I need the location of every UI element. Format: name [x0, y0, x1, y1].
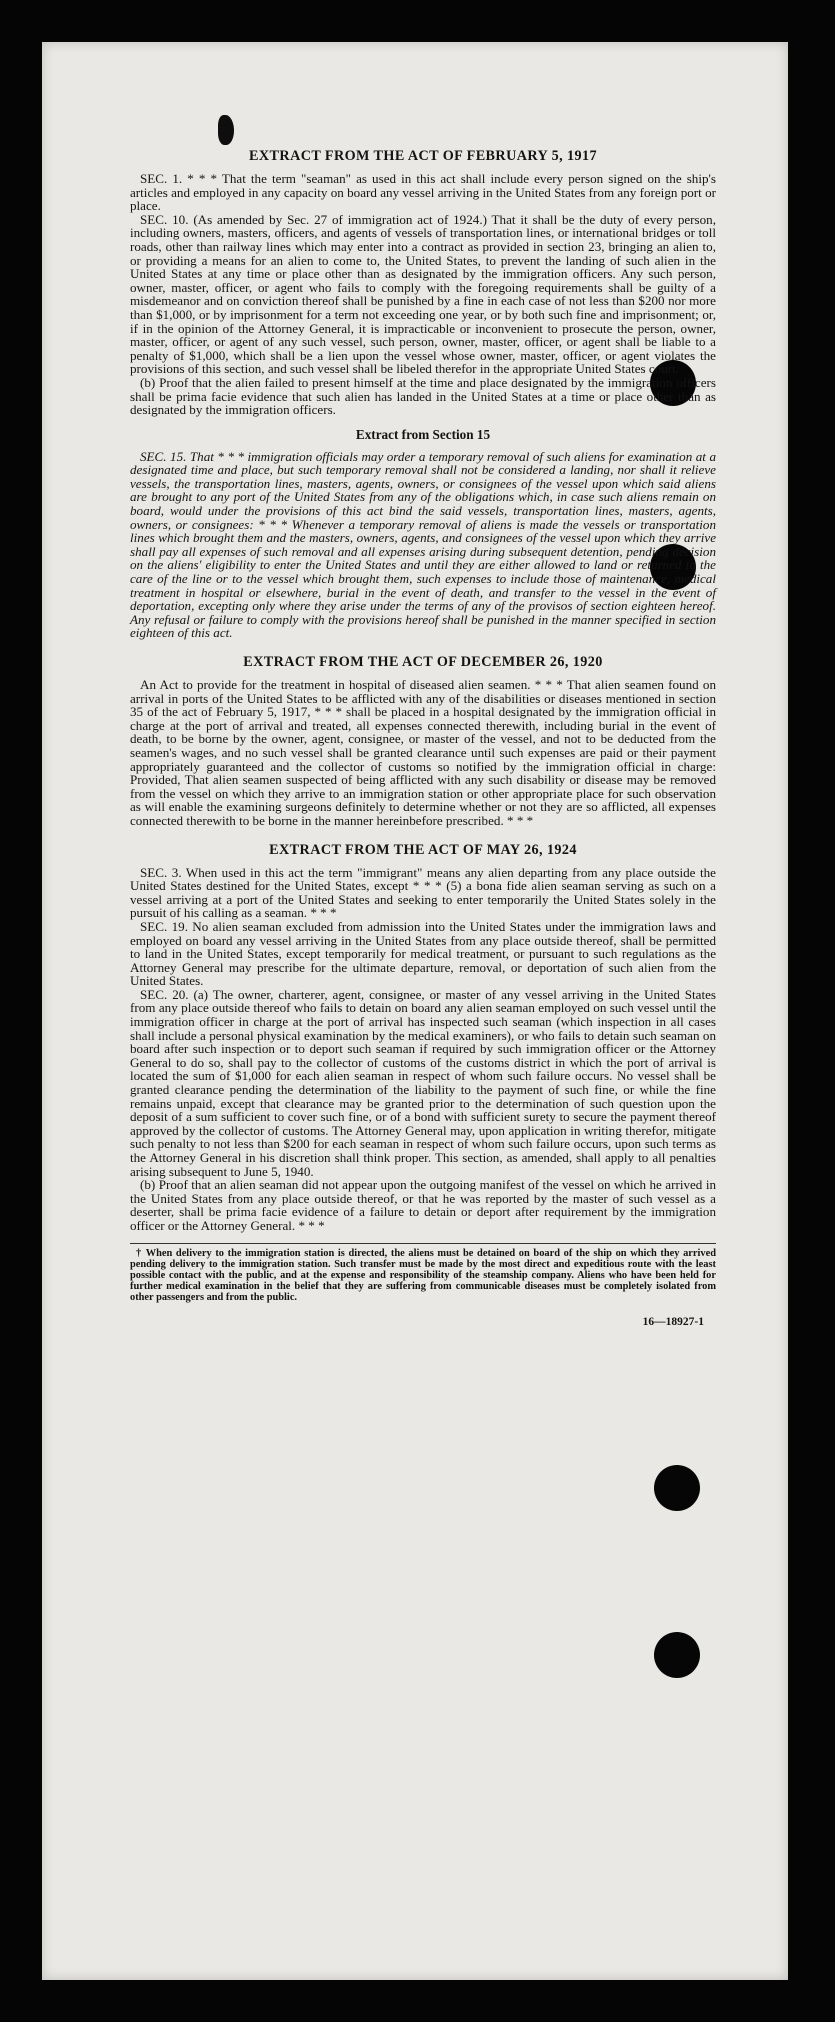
ink-blot [218, 115, 234, 145]
document-page [42, 42, 788, 1980]
section-3-paragraph: SEC. 3. When used in this act the term "immigrant" means any alien departing from any place outside the United States destined for the United States, except * * * (5) a bona fide alien seaman serving as such on a vessel arriving at a port of the United States and seeking to enter temporarily the United States solely in the pursuit of his calling as a seaman. * * * [130, 864, 716, 921]
heading-act-dec-1920: EXTRACT FROM THE ACT OF DECEMBER 26, 1920 [243, 654, 603, 670]
section-1-paragraph: SEC. 1. * * * That the term "seaman" as used in this act shall include every person signed on the ship's articles and employed in any capacity on board any vessel arriving in the United States from any foreign port or place. [130, 171, 716, 214]
heading-act-feb-1917: EXTRACT FROM THE ACT OF FEBRUARY 5, 1917 [249, 148, 597, 164]
section-10b-paragraph: (b) Proof that the alien failed to present himself at the time and place designated by the immigration officers shall be prima facie evidence that such alien has landed in the United States at a time or place other than as designated by the immigration officers. [130, 374, 716, 418]
section-20-paragraph: SEC. 20. (a) The owner, charterer, agent, consignee, or master of any vessel arriving in the United States from any place outside thereof who fails to detain on board any alien seaman employed on such vessel until the immigration officer in charge at the port of arrival has inspected such seaman (which inspection in all cases shall include a personal physical examination by the medical examiners), or who fails to detain such seaman on board after such inspection or to deport such seaman if required by such immigration officer or the Attorney General to do so, shall pay to the collector of customs of the customs district in which the port of arrival is located the sum of $1,000 for each alien seaman in respect of whom such failure occurs. No vessel shall be granted clearance pending the determination of the liability to the payment of such fine, or while the fine remains unpaid, except that clearance may be granted prior to the determination of such question upon the deposit of a sum sufficient to cover such fine, or of a bond with sufficient surety to secure the payment thereof approved by the collector of customs. The Attorney General may, upon application in writing therefor, mitigate such penalty to not less than $200 for each seaman in respect of whom such failure occurs, upon such terms as the Attorney General in his discretion shall think proper. This section, as amended, shall apply to all penalties arising subsequent to June 5, 1940. [130, 986, 716, 1179]
heading-act-may-1924: EXTRACT FROM THE ACT OF MAY 26, 1924 [269, 841, 577, 858]
heading-extract-section-15: Extract from Section 15 [355, 426, 491, 442]
document-text [130, 148, 716, 1328]
section-20b-paragraph: (b) Proof that an alien seaman did not appear upon the outgoing manifest of the vessel on which he arrived in the United States from any place outside thereof, or that he was reported by the master of such vessel as a deserter, shall be prima facie evidence of a failure to detain or deport after requirement by the immigration officer or the Attorney General. * * * [130, 1177, 716, 1233]
section-19-paragraph: SEC. 19. No alien seaman excluded from admission into the United States under the immigration laws and employed on board any vessel arriving in the United States from any place outside thereof, shall be permitted to land in the United States, except temporarily for medical treatment, or pursuant to such regulations as the Attorney General may prescribe for the ultimate departure, removal, or deportation of such alien from the United States. [130, 918, 716, 989]
act-1920-paragraph: An Act to provide for the treatment in hospital of diseased alien seamen. * * * That alien seamen found on arrival in ports of the United States to be afflicted with any of the disabilities or diseases mentioned in section 35 of the act of February 5, 1917, * * * shall be placed in a hospital designated by the immigration official in charge at the port of arrival and treated, all expenses connected therewith, including burial in the event of death, to be borne by the owner, agent, consignee, or master of the vessel, and not to be deducted from the seamen's wages, and no such vessel shall be granted clearance until such expenses are paid or their payment appropriately guaranteed and the collector of customs so notified by the immigration official in charge: Provided, That alien seamen suspected of being afflicted with any such disability or disease may be removed from the vessel on which they arrive to an immigration station or other appropriate place for such observation as will enable the examining surgeons definitely to determine whether or not they are so afflicted, all expenses connected therewith to be borne in the manner hereinbefore prescribed. * * * [130, 677, 716, 828]
footnote-divider [130, 1243, 716, 1244]
section-15-paragraph: SEC. 15. That * * * immigration officials may order a temporary removal of such aliens for examination at a designated time and place, but such temporary removal shall not be considered a landing, nor shall it relieve vessels, the transportation lines, masters, agents, owners, or consignees of the vessel upon which said aliens are brought to any port of the United States from any of the obligations which, in case such aliens remain on board, would under the provisions of this act bind the said vessels, transportation lines, masters, agents, owners, or consignees: * * * Whenever a temporary removal of aliens is made the vessels or transportation lines which brought them and the masters, owners, agents, and consignees of the vessel upon which they arrive shall pay all expenses of such removal and all expenses arising during subsequent detention, pending decision on the aliens' eligibility to enter the United States and until they are either allowed to land or returned to the care of the line or to the vessel which brought them, such expenses to include those of maintenance, medical treatment in hospital or elsewhere, burial in the event of death, and transfer to the vessel in the event of deportation, excepting only where they arise under the terms of any of the provisos of section eighteen hereof. Any refusal or failure to comply with the provisions hereof shall be punished in the manner specified in section eighteen of this act. [130, 448, 716, 641]
footnote-text: † When delivery to the immigration station is directed, the aliens must be detained on board of the ship on which they arrived pending delivery to the immigration station. Such transfer must be made by the most direct and expeditious route with the least possible contact with the public, and at the expense and responsibility of the steamship company. Aliens who have been held for further medical examination in the belief that they are suffering from communicable diseases must be completely isolated from other passengers and from the public. [130, 1247, 716, 1304]
form-number: 16—18927-1 [642, 1315, 704, 1328]
punch-hole-bottom-1 [654, 1465, 700, 1511]
section-10-paragraph: SEC. 10. (As amended by Sec. 27 of immigration act of 1924.) That it shall be the duty of every person, including owners, masters, officers, and agents of vessels of transportation lines, or international bridges or toll roads, other than railway lines which may enter into a contract as provided in section 23, bringing an alien to, or providing a means for an alien to come to, the United States, to prevent the landing of such alien in the United States at any time or place other than as designated by the immigration officers. Any such person, owner, master, officer, or agent who fails to comply with the foregoing requirements shall be guilty of a misdemeanor and on conviction thereof shall be punished by a fine in each case of not less than $200 nor more than $1,000, or by imprisonment for a term not exceeding one year, or by both such fine and imprisonment; or, if in the opinion of the Attorney General, it is impracticable or inconvenient to prosecute the person, owner, master, officer, or agent of any such vessel, such person, owner, master, officer, or agent shall be liable to a penalty of $1,000, which shall be a lien upon the vessel whose owner, master, officer, or agent violates the provisions of this section, and such vessel shall be libeled therefor in the appropriate United States court. [130, 211, 716, 377]
punch-hole-bottom-2 [654, 1632, 700, 1678]
